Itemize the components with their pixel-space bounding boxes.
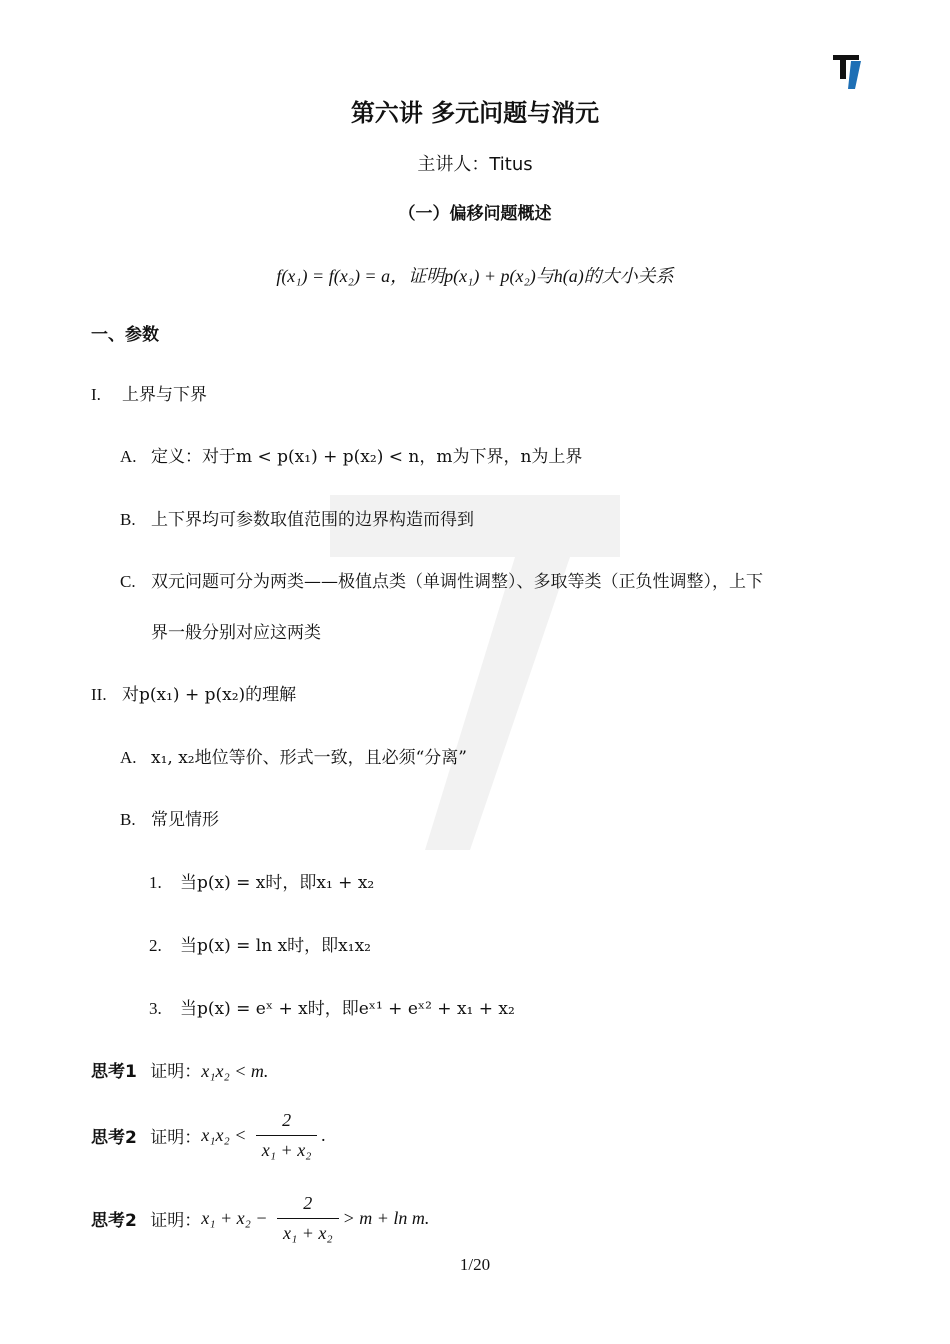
brand-logo-icon bbox=[833, 55, 863, 89]
part2-num: II. bbox=[91, 685, 107, 704]
list-item: B. 常见情形 bbox=[120, 810, 219, 830]
case-item: 1. 当p(x) = x时，即x₁ + x₂ bbox=[149, 873, 375, 893]
watermark-logo bbox=[330, 495, 620, 850]
list-item: A. 定义：对于m < p(x₁) + p(x₂) < n，m为下界，n为上界 bbox=[120, 447, 583, 467]
thought-2: 思考2 证明：x₁x₂ < $\frac{2}{\text{x₁ + x₂}}$ . bbox=[91, 1110, 326, 1160]
thought-label: 思考2 bbox=[91, 1128, 137, 1148]
part1-num: I. bbox=[91, 385, 101, 404]
part1-heading bbox=[91, 380, 207, 405]
part1-title: 上界与下界 bbox=[122, 385, 207, 405]
thought-1: 思考1 证明：x₁x₂ < m. bbox=[91, 1061, 269, 1082]
fraction: $\frac{2}{\text{x₁ + x₂}}$ bbox=[256, 1110, 318, 1161]
definition-text: 定义：对于m < p(x₁) + p(x₂) < n，m为下界，n为上界 bbox=[151, 447, 583, 467]
part2-title: 对p(x₁) + p(x₂)的理解 bbox=[122, 685, 297, 705]
speaker: 主讲人：Titus bbox=[417, 154, 533, 175]
page-title: 第六讲 多元问题与消元 bbox=[350, 99, 600, 127]
part2-heading bbox=[91, 680, 296, 705]
section-heading: （一）偏移问题概述 bbox=[398, 204, 552, 224]
list-item-continuation: 界一般分别对应这两类 bbox=[151, 623, 321, 643]
list-item: C. 双元问题可分为两类——极值点类（单调性调整）、多取等类（正负性调整），上下 bbox=[120, 572, 763, 592]
list-item: B. 上下界均可参数取值范围的边界构造而得到 bbox=[120, 510, 474, 530]
list-item: A. x₁, x₂地位等价、形式一致，且必须“分离” bbox=[120, 748, 467, 768]
heading-parameters: 一、参数 bbox=[91, 325, 159, 345]
thought-label: 思考2 bbox=[91, 1211, 137, 1231]
case-item: 2. 当p(x) = ln x时，即x₁x₂ bbox=[149, 936, 371, 956]
case-item: 3. 当p(x) = eˣ + x时，即eˣ¹ + eˣ² + x₁ + x₂ bbox=[149, 999, 515, 1019]
thought-label: 思考1 bbox=[91, 1062, 137, 1082]
fraction: $\frac{2}{\text{x₁ + x₂}}$ bbox=[277, 1193, 339, 1244]
problem-statement: f(x₁) = f(x₂) = a，证明p(x₁) + p(x₂)与h(a)的大小关系 bbox=[276, 266, 674, 286]
page-number: 1/20 bbox=[459, 1255, 491, 1274]
thought-3: 思考2 证明：x₁ + x₂ − $\frac{2}{\text{x₁ + x₂}}$ > m + ln m. bbox=[91, 1193, 430, 1243]
